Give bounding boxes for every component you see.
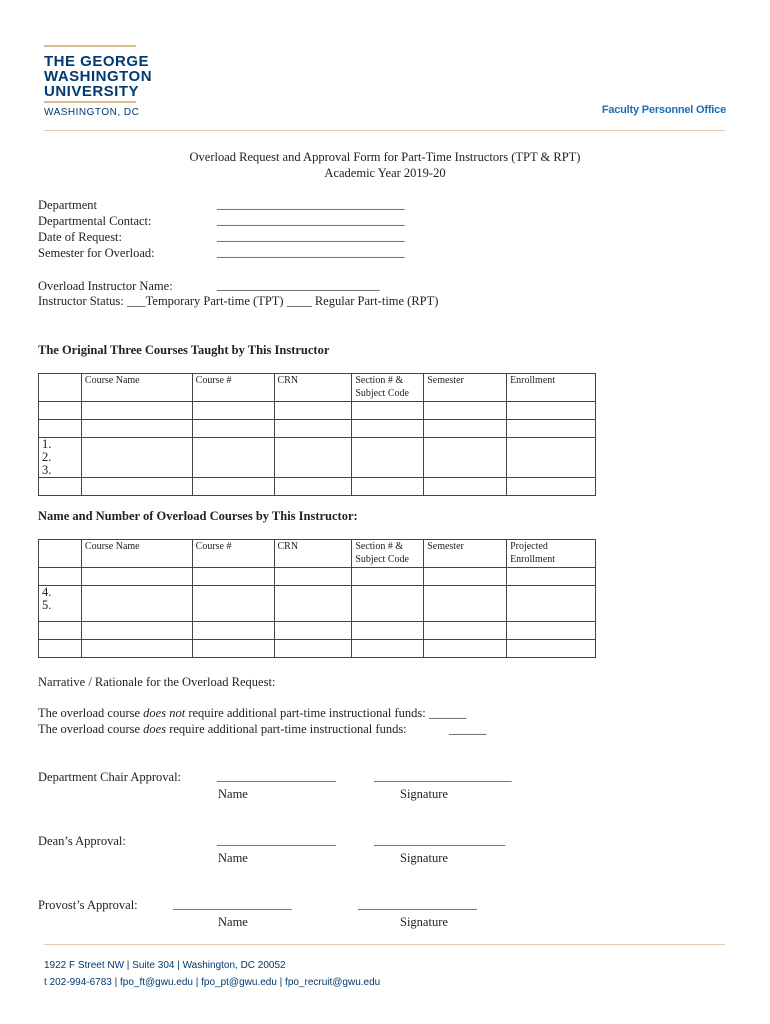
header-cell: Course Name [81, 540, 192, 568]
chair-name-field[interactable]: ___________________ [217, 769, 336, 783]
dean-signature-caption: Signature [400, 851, 448, 865]
logo-rule-top [44, 45, 136, 47]
header-cell: CRN [274, 374, 352, 402]
header-cell: Semester [424, 540, 507, 568]
provost-signature-field[interactable]: ___________________ [358, 897, 477, 911]
logo-city: WASHINGTON, DC [44, 107, 140, 118]
dean-approval-label: Dean’s Approval: [38, 834, 126, 848]
header-cell: Enrollment [507, 374, 596, 402]
emphasis-text: does not [143, 706, 186, 720]
department-field[interactable]: ______________________________ [217, 197, 405, 211]
instructor-status[interactable]: Instructor Status: ___Temporary Part-time (TPT) ____ Regular Part-time (RPT) [38, 294, 439, 308]
header-cell: Semester [424, 374, 507, 402]
table-row [39, 586, 596, 622]
table-row [39, 438, 596, 478]
header-divider [44, 130, 725, 131]
text-segment: require additional part-time instructional funds: [166, 722, 407, 736]
provost-approval-label: Provost’s Approval: [38, 898, 138, 912]
logo-rule-mid [44, 101, 136, 103]
row-number: 1. [42, 437, 52, 451]
contact-label: Departmental Contact: [38, 214, 152, 228]
semester-label: Semester for Overload: [38, 246, 155, 260]
header-cell [39, 374, 82, 402]
provost-name-field[interactable]: ___________________ [173, 897, 292, 911]
contact-field[interactable]: ______________________________ [217, 213, 405, 227]
table-row [39, 622, 596, 640]
row-number: 2. [42, 450, 52, 464]
table-header-row [39, 374, 596, 402]
text-segment: The overload course [38, 722, 144, 736]
header-cell: Section # & Subject Code [352, 374, 424, 402]
row-numbers-cell [39, 438, 82, 478]
provost-name-caption: Name [218, 915, 248, 929]
row-numbers-cell [39, 586, 82, 622]
header-cell: CRN [274, 540, 352, 568]
logo-line-1: THE GEORGE [44, 53, 150, 70]
logo-line-2: WASHINGTON [44, 68, 153, 85]
provost-signature-caption: Signature [400, 915, 448, 929]
table-row [39, 640, 596, 658]
table-row [39, 478, 596, 496]
academic-year: Academic Year 2019-20 [324, 166, 446, 180]
row-number: 4. [42, 585, 52, 599]
overload-courses-table [38, 539, 596, 658]
header-cell: Projected Enrollment [507, 540, 596, 568]
text-segment: require additional part-time instructional funds: ______ [185, 706, 467, 720]
narrative-label: Narrative / Rationale for the Overload Request: [38, 675, 276, 689]
chair-name-caption: Name [218, 787, 248, 801]
footer-contact: t 202-994-6783 | fpo_ft@gwu.edu | fpo_pt@gwu.edu | fpo_recruit@gwu.edu [44, 977, 381, 988]
table-row [39, 402, 596, 420]
semester-field[interactable]: ______________________________ [217, 245, 405, 259]
dean-name-caption: Name [218, 851, 248, 865]
header-cell: Course Name [81, 374, 192, 402]
dean-name-field[interactable]: ___________________ [217, 833, 336, 847]
row-number: 5. [42, 598, 52, 612]
chair-approval-label: Department Chair Approval: [38, 770, 182, 784]
row-number: 3. [42, 463, 52, 477]
funds-required-blank[interactable]: ______ [449, 722, 487, 736]
original-courses-table [38, 373, 596, 496]
date-field[interactable]: ______________________________ [217, 229, 405, 243]
table-header-row [39, 540, 596, 568]
header-cell: Course # [192, 374, 274, 402]
funds-not-required-line[interactable] [38, 706, 466, 721]
instructor-name-field[interactable]: __________________________ [217, 278, 380, 292]
office-name: Faculty Personnel Office [601, 104, 726, 116]
header-cell: Course # [192, 540, 274, 568]
chair-signature-caption: Signature [400, 787, 448, 801]
table-row [39, 420, 596, 438]
text-segment: The overload course [38, 706, 144, 720]
overload-courses-heading: Name and Number of Overload Courses by This Instructor: [38, 509, 358, 523]
date-label: Date of Request: [38, 230, 123, 244]
table-row [39, 568, 596, 586]
header-cell [39, 540, 82, 568]
header-cell: Section # & Subject Code [352, 540, 424, 568]
original-courses-heading: The Original Three Courses Taught by This Instructor [38, 343, 330, 357]
instructor-name-label: Overload Instructor Name: [38, 279, 173, 293]
form-title: Overload Request and Approval Form for Part-Time Instructors (TPT & RPT) [189, 150, 581, 164]
chair-signature-field[interactable]: ______________________ [374, 769, 512, 783]
logo-line-3: UNIVERSITY [44, 83, 140, 100]
footer-divider [44, 944, 725, 945]
footer-address: 1922 F Street NW | Suite 304 | Washington, DC 20052 [44, 960, 286, 971]
funds-required-line [38, 722, 407, 737]
department-label: Department [38, 198, 98, 212]
emphasis-text: does [143, 722, 167, 736]
dean-signature-field[interactable]: _____________________ [374, 833, 506, 847]
